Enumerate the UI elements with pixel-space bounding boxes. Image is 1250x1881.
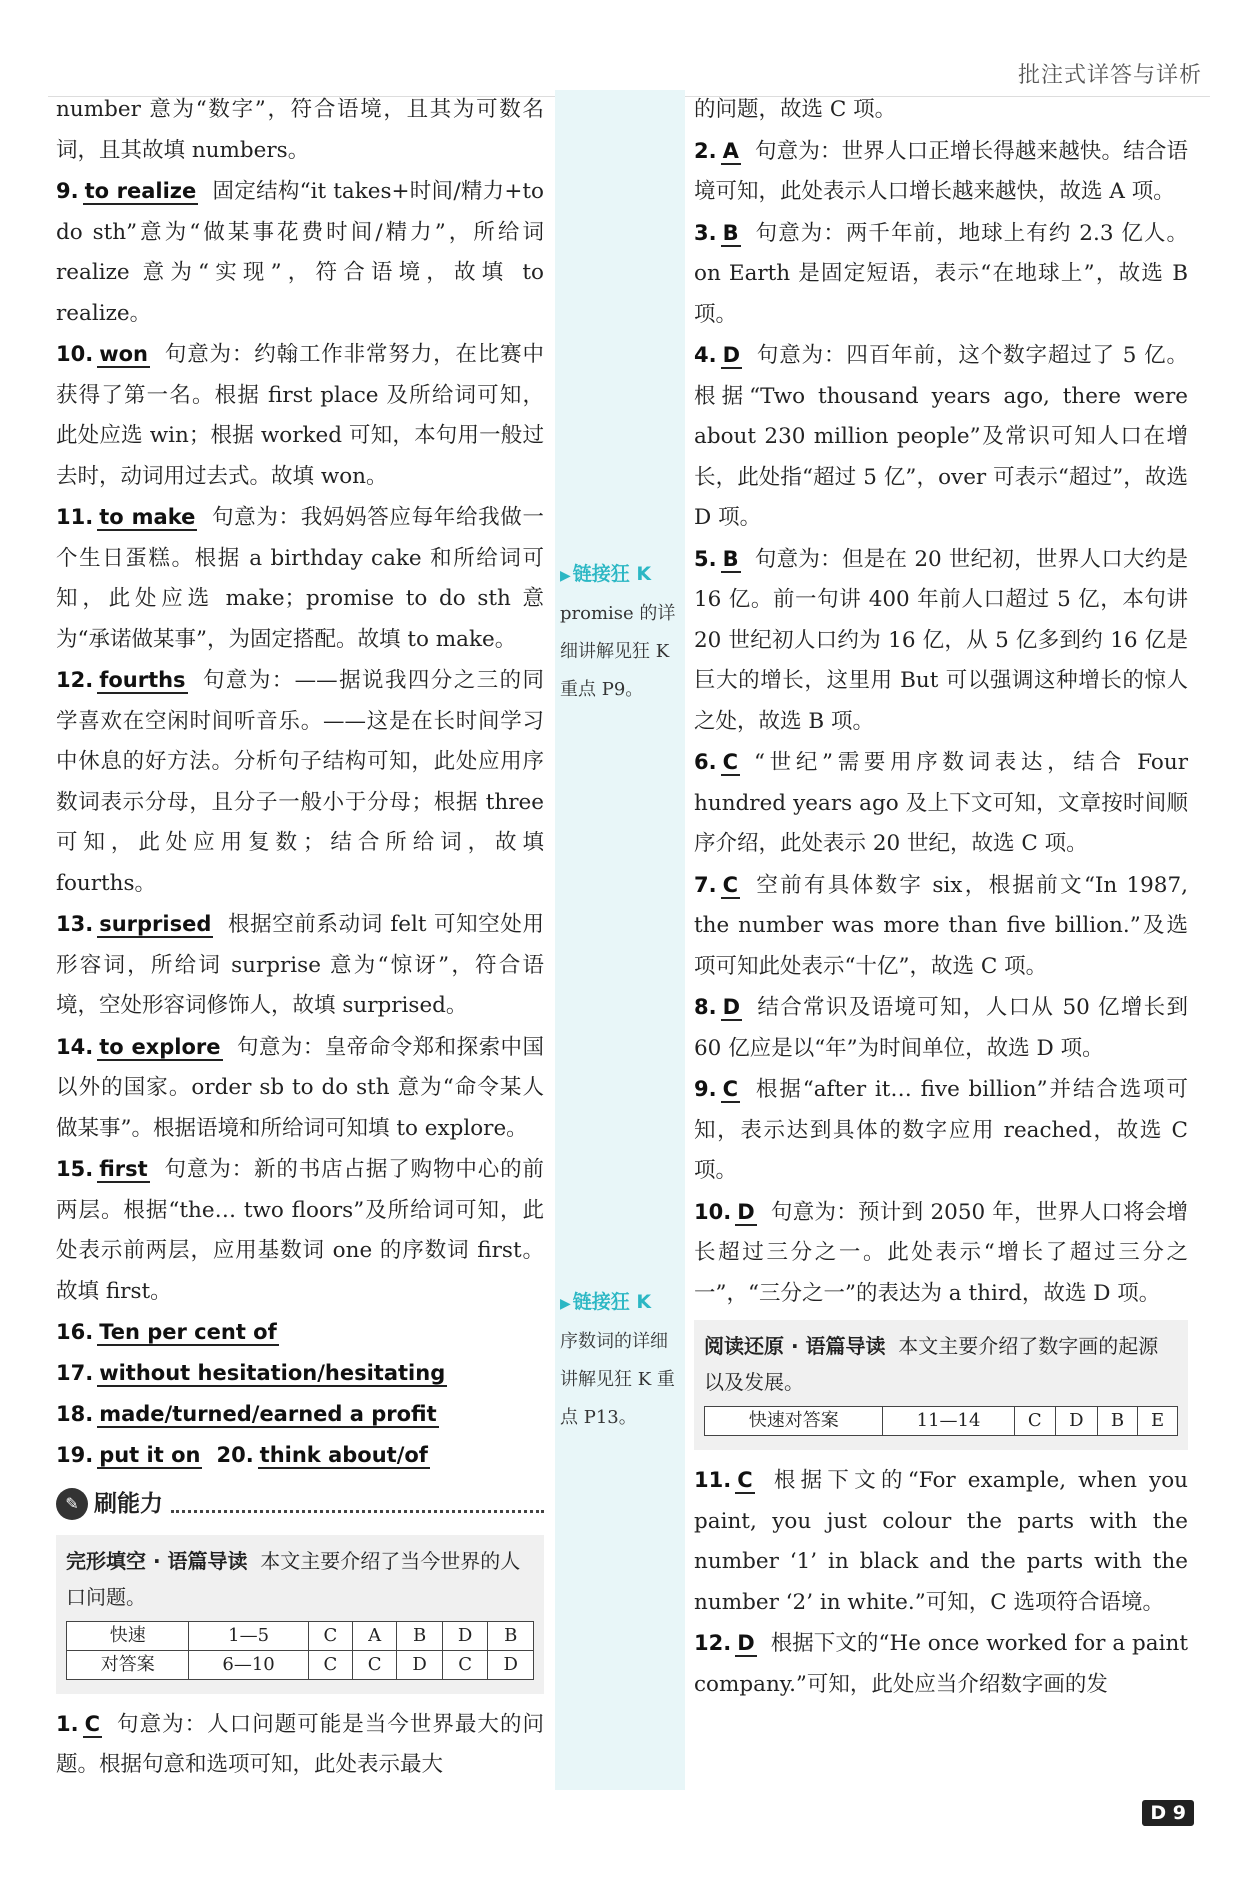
short-answer: [56, 1312, 544, 1353]
item-answer: D: [737, 1199, 755, 1224]
item-answer: put it on: [99, 1443, 201, 1467]
answer-item: [694, 539, 1188, 743]
answer-item: [694, 335, 1188, 539]
item-answer: surprised: [99, 912, 212, 936]
table-cell: D: [488, 1650, 534, 1679]
item-answer: made/turned/earned a profit: [99, 1402, 437, 1426]
item-explanation: “世纪”需要用序数词表达，结合 Four hundred years ago 及上下文可知，文章按时间顺序介绍，此处表示 20 世纪，故选 C 项。: [694, 750, 1188, 856]
table-label: 快速对答案: [705, 1407, 883, 1436]
table-cell: B: [397, 1621, 443, 1650]
item-number: 12.: [694, 1631, 732, 1655]
item-answer: B: [722, 220, 739, 245]
reading-guide-box: [694, 1320, 1188, 1450]
item-number: 6.: [694, 750, 717, 774]
table-cell: 6—10: [189, 1650, 308, 1679]
side-note-text: 序数词的详细讲解见狂 K 重点 P13。: [560, 1331, 675, 1428]
left-column: [56, 90, 544, 1786]
side-note-column: [555, 90, 685, 1790]
section-heading: [56, 1484, 544, 1525]
triangle-icon: ▶: [560, 568, 571, 584]
answer-item: [56, 1704, 544, 1786]
table-cell: D: [397, 1650, 443, 1679]
item-answer: C: [722, 1077, 739, 1101]
item-number: 8.: [694, 995, 717, 1019]
item-explanation: 结合常识及语境可知，人口从 50 亿增长到 60 亿应是以“年”为时间单位，故选 D 项。: [694, 995, 1188, 1061]
item-explanation: 根据空前系动词 felt 可知空处用形容词，所给词 surprise 意为“惊讶”，符合语境，空处形容词修饰人，故填 surprised。: [56, 912, 544, 1018]
item-explanation: 句意为：我妈妈答应每年给我做一个生日蛋糕。根据 a birthday cake 和所给词可知，此处应选 make；promise to do sth 意为“承诺做某事”，为固定搭配。故填 to make。: [56, 505, 544, 652]
table-cell: C: [1014, 1407, 1055, 1436]
answer-item: [694, 865, 1188, 988]
triangle-icon: ▶: [560, 1296, 571, 1312]
answer-item: [56, 497, 544, 660]
answer-item: [56, 171, 544, 334]
item-explanation: 句意为：世界人口正增长得越来越快。结合语境可知，此处表示人口增长越来越快，故选 A 项。: [694, 138, 1188, 204]
item-explanation: 根据下文的“For example, when you paint, you just colour the parts with the number ‘1’ in black and the parts with the number ‘2’ in white.”可知，C 选项符合语境。: [694, 1468, 1188, 1615]
item-explanation: 句意为：皇帝命令郑和探索中国以外的国家。order sb to do sth 意为“命令某人做某事”。根据语境和所给词可知填 to explore。: [56, 1034, 544, 1141]
item-answer: to explore: [99, 1034, 221, 1059]
item-number: 7.: [694, 872, 717, 897]
page-number: D 9: [1142, 1800, 1194, 1826]
answer-item: [694, 131, 1188, 213]
answer-item: [694, 213, 1188, 336]
guide-text: 本文主要介绍了数字画的起源以及发展。: [704, 1334, 1159, 1394]
guide-text: 本文主要介绍了当今世界的人口问题。: [66, 1548, 521, 1609]
item-answer: fourths: [99, 668, 186, 692]
quick-answer-table: [704, 1406, 1178, 1436]
item-explanation: 句意为：但是在 20 世纪初，世界人口大约是 16 亿。前一句讲 400 年前人口超过 5 亿，本句讲 20 世纪初人口约为 16 亿，从 5 亿多到约 16 亿是巨大的增长，这里用 But 可以强调这种增长的惊人之处，故选 B 项。: [694, 546, 1188, 734]
item-explanation: 句意为：预计到 2050 年，世界人口将会增长超过三分之一。此处表示“增长了超过三分之一”，“三分之一”的表达为 a third，故选 D 项。: [694, 1199, 1188, 1306]
answer-item: [694, 1623, 1188, 1705]
short-answer: [56, 1435, 544, 1476]
item-number: 14.: [56, 1034, 94, 1059]
table-cell: C: [353, 1650, 397, 1679]
item-answer: B: [722, 546, 739, 571]
item-number: 9.: [56, 179, 79, 203]
item-answer: D: [722, 995, 741, 1019]
answer-item: [56, 1149, 544, 1312]
guide-paragraph: [704, 1328, 1178, 1400]
cloze-guide-box: [56, 1535, 544, 1694]
page-header-title: 批注式详答与详析: [1017, 63, 1202, 88]
side-note-heading: [560, 1283, 685, 1323]
guide-label: 完形填空 · 语篇导读: [66, 1548, 248, 1573]
right-column: [694, 90, 1188, 1705]
item-answer: without hesitation/hesitating: [99, 1361, 446, 1385]
table-cell: C: [442, 1650, 488, 1679]
table-cell: A: [353, 1621, 397, 1650]
item-answer: C: [722, 872, 739, 897]
dotted-divider: [171, 1496, 544, 1513]
item-answer: Ten per cent of: [99, 1320, 277, 1344]
answer-item: [56, 660, 544, 904]
item-number: 10.: [694, 1199, 732, 1224]
quick-answer-table: [66, 1621, 534, 1680]
side-note-text: promise 的详细讲解见狂 K 重点 P9。: [560, 603, 676, 700]
item-number: 1.: [56, 1711, 79, 1736]
item-explanation: 句意为：新的书店占据了购物中心的前两层。根据“the… two floors”及所给词可知，此处表示前两层，应用基数词 one 的序数词 first。故填 first。: [56, 1157, 544, 1304]
answer-item: [694, 987, 1188, 1069]
side-note: [560, 555, 685, 709]
item-answer: D: [722, 343, 741, 367]
side-note-title: 链接狂 K: [572, 1291, 652, 1313]
item-number: 20.: [216, 1443, 254, 1467]
table-cell: C: [308, 1650, 352, 1679]
side-note: [560, 1283, 685, 1437]
item-explanation: 句意为：人口问题可能是当今世界最大的问题。根据句意和选项可知，此处表示最大: [56, 1711, 544, 1777]
item-answer: think about/of: [259, 1443, 428, 1467]
item-number: 3.: [694, 220, 717, 245]
item-number: 12.: [56, 668, 94, 692]
table-cell: D: [442, 1621, 488, 1650]
table-cell: 1—5: [189, 1621, 308, 1650]
answer-item: [694, 742, 1188, 865]
item-answer: C: [84, 1711, 101, 1736]
item-number: 9.: [694, 1077, 717, 1101]
item-number: 15.: [56, 1157, 94, 1181]
table-cell: B: [1097, 1407, 1137, 1436]
table-cell: 11—14: [883, 1407, 1014, 1436]
item-explanation: 根据“after it… five billion”并结合选项可知，表示达到具体的数字应用 reached，故选 C 项。: [694, 1077, 1188, 1183]
answer-item: [694, 1192, 1188, 1315]
table-label: 对答案: [67, 1650, 189, 1679]
side-note-heading: [560, 555, 685, 595]
table-cell: B: [488, 1621, 534, 1650]
table-cell: C: [308, 1621, 352, 1650]
table-cell: D: [1055, 1407, 1097, 1436]
item-explanation: 固定结构“it takes+时间/精力+to do sth”意为“做某事花费时间/精力”，所给词 realize 意为“实现”，符合语境，故填 to realize。: [56, 179, 544, 326]
table-label: 快速: [67, 1621, 189, 1650]
item-number: 19.: [56, 1443, 94, 1467]
item-answer: first: [99, 1157, 148, 1181]
item-number: 18.: [56, 1402, 94, 1426]
left-intro-text: number 意为“数字”，符合语境，且其为可数名词，且其故填 numbers。: [56, 97, 544, 163]
item-answer: D: [737, 1631, 755, 1655]
item-number: 10.: [56, 342, 94, 366]
item-number: 5.: [694, 546, 717, 571]
item-explanation: 空前有具体数字 six，根据前文“In 1987, the number was more than five billion.”及选项可知此处表示“十亿”，故选 C 项。: [694, 872, 1188, 979]
answer-item: [56, 904, 544, 1027]
item-number: 17.: [56, 1361, 94, 1385]
answer-item: [56, 334, 544, 497]
item-number: 11.: [694, 1468, 732, 1492]
item-answer: won: [99, 342, 148, 366]
item-answer: to realize: [84, 179, 197, 203]
answer-item: [694, 1460, 1188, 1623]
item-explanation: 句意为：四百年前，这个数字超过了 5 亿。根据“Two thousand years ago, there were about 230 million people”及常识可知人口在增长，此处指“超过 5 亿”，over 可表示“超过”，故选 D 项。: [694, 343, 1188, 530]
guide-paragraph: [66, 1543, 534, 1615]
guide-label: 阅读还原 · 语篇导读: [704, 1334, 886, 1358]
section-title: 刷能力: [94, 1491, 163, 1517]
item-answer: A: [722, 138, 739, 163]
item-answer: C: [737, 1468, 753, 1492]
right-intro-text: 的问题，故选 C 项。: [694, 97, 897, 122]
item-number: 13.: [56, 912, 94, 936]
item-explanation: 句意为：约翰工作非常努力，在比赛中获得了第一名。根据 first place 及所给词可知，此处应选 win；根据 worked 可知，本句用一般过去时，动词用过去式。故填 won。: [56, 342, 544, 489]
pen-icon: ✎: [56, 1488, 88, 1520]
item-explanation: 根据下文的“He once worked for a paint company.”可知，此处应当介绍数字画的发: [694, 1631, 1188, 1697]
table-cell: E: [1138, 1407, 1178, 1436]
item-explanation: 句意为：两千年前，地球上有约 2.3 亿人。on Earth 是固定短语，表示“在地球上”，故选 B 项。: [694, 220, 1188, 327]
item-number: 11.: [56, 505, 94, 529]
item-answer: C: [722, 750, 739, 774]
short-answer: [56, 1353, 544, 1394]
item-number: 16.: [56, 1320, 94, 1344]
answer-item: [694, 1069, 1188, 1192]
item-answer: to make: [99, 505, 196, 529]
side-note-title: 链接狂 K: [572, 563, 652, 585]
answer-item: [56, 1027, 544, 1150]
item-number: 2.: [694, 138, 717, 163]
short-answer: [56, 1394, 544, 1435]
item-explanation: 句意为：——据说我四分之三的同学喜欢在空闲时间听音乐。——这是在长时间学习中休息的好方法。分析句子结构可知，此处应用序数词表示分母，且分子一般小于分母；根据 three 可知，此处应用复数；结合所给词，故填 fourths。: [56, 668, 544, 896]
item-number: 4.: [694, 343, 717, 367]
